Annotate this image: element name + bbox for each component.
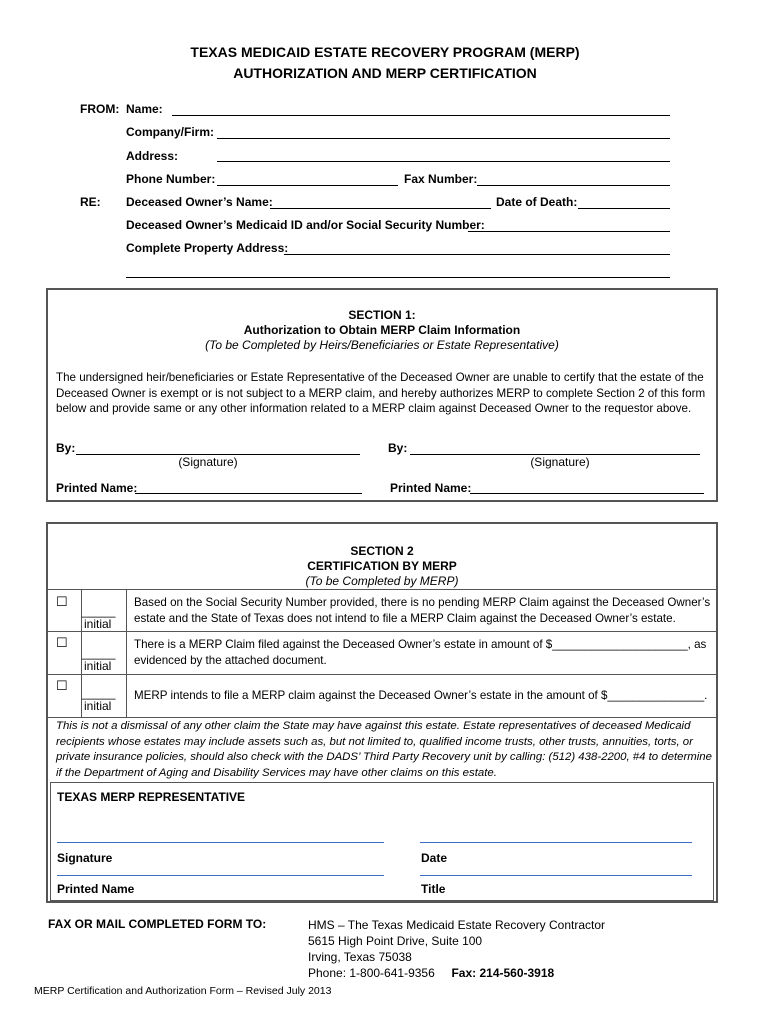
property-address-field[interactable] xyxy=(284,254,670,255)
signature-caption-right: (Signature) xyxy=(530,455,590,469)
disclaimer-text xyxy=(56,719,716,781)
address-line1: HMS – The Texas Medicaid Estate Recovery Contractor xyxy=(308,918,606,932)
section1-body-line2: Deceased Owner is exempt or is not subject to a MERP claim, and hereby authorizes MERP to complete Section 2 of this form xyxy=(56,386,706,400)
company-field[interactable] xyxy=(217,138,670,139)
section2-note: (To be Completed by MERP) xyxy=(305,574,459,588)
property-address-label: Complete Property Address: xyxy=(126,241,289,255)
disclaimer-line1: This is not a dismissal of any other claim the State may have against this estate. Estate representatives of deceased Medicaid xyxy=(56,720,691,732)
section1-note: (To be Completed by Heirs/Beneficiaries or Estate Representative) xyxy=(205,338,559,352)
company-label: Company/Firm: xyxy=(126,125,215,139)
grid-divider xyxy=(48,631,716,632)
revision-note: MERP Certification and Authorization Form – Revised July 2013 xyxy=(34,985,332,997)
option2-line2: evidenced by the attached document. xyxy=(134,653,327,667)
representative-title-label: Title xyxy=(421,882,446,896)
phone-label: Phone Number: xyxy=(126,172,216,186)
by-label-left: By: xyxy=(56,441,76,455)
property-address-field-line2[interactable] xyxy=(126,277,670,278)
signature-caption-left: (Signature) xyxy=(178,455,238,469)
grid-divider xyxy=(48,674,716,675)
address-field[interactable] xyxy=(217,161,670,162)
contact-line xyxy=(308,965,605,981)
initial-label-2: initial xyxy=(84,659,112,673)
section1-body xyxy=(56,370,716,417)
option3-text: MERP intends to file a MERP claim against the Deceased Owner’s estate in the amount of $_______________. xyxy=(134,689,708,702)
fax-number: Fax: 214-560-3918 xyxy=(451,966,555,980)
representative-printed-name-label: Printed Name xyxy=(57,882,135,896)
phone-number: Phone: 1-800-641-9356 xyxy=(308,966,435,980)
printed-name-field-left[interactable] xyxy=(135,493,362,494)
section1-box xyxy=(46,288,718,502)
representative-signature-label: Signature xyxy=(57,851,113,865)
grid-divider xyxy=(48,589,716,590)
section1-body-line1: The undersigned heir/beneficiaries or Estate Representative of the Deceased Owner are unable to certify that the estate of the xyxy=(56,371,704,384)
name-label: Name: xyxy=(126,102,163,116)
disclaimer-line2: recipients whose estates may include assets such as, but not limited to, qualified income trusts, other trusts, annuities, torts, or xyxy=(56,735,693,748)
grid-divider xyxy=(48,717,716,718)
mailing-address xyxy=(308,917,605,981)
representative-title-field[interactable] xyxy=(420,875,692,876)
by-label-right: By: xyxy=(388,441,408,455)
phone-field[interactable] xyxy=(217,185,398,186)
initial-blank-2[interactable]: _____ xyxy=(82,646,116,660)
option1-line1: Based on the Social Security Number provided, there is no pending MERP Claim against the Deceased Owner’s xyxy=(134,596,711,609)
initial-label-1: initial xyxy=(84,617,112,631)
representative-date-field[interactable] xyxy=(420,842,692,843)
section1-subheading: Authorization to Obtain MERP Claim Information xyxy=(243,323,521,337)
checkbox-option3[interactable]: ☐ xyxy=(56,678,68,693)
fax-label: Fax Number: xyxy=(404,172,478,186)
representative-date-label: Date xyxy=(421,851,448,865)
grid-divider xyxy=(126,589,127,717)
form-title-line1: TEXAS MEDICAID ESTATE RECOVERY PROGRAM (MERP) xyxy=(190,44,580,60)
medicaid-id-label: Deceased Owner’s Medicaid ID and/or Social Security Number: xyxy=(126,218,485,232)
option2-text xyxy=(134,637,706,668)
initial-blank-1[interactable]: _____ xyxy=(82,604,116,618)
option1-text xyxy=(134,595,710,626)
from-label: FROM: xyxy=(80,102,120,116)
fax-field[interactable] xyxy=(477,185,670,186)
section1-heading: SECTION 1: xyxy=(348,308,416,322)
printed-name-label-right: Printed Name: xyxy=(390,481,472,495)
initial-label-3: initial xyxy=(84,699,112,713)
section1-body-line3: below and provide same or any other information related to a MERP claim against Deceased Owner to the requestor above. xyxy=(56,402,692,415)
form-title-line2: AUTHORIZATION AND MERP CERTIFICATION xyxy=(233,65,537,81)
printed-name-field-right[interactable] xyxy=(470,493,704,494)
address-line3: Irving, Texas 75038 xyxy=(308,950,412,964)
date-of-death-field[interactable] xyxy=(578,208,670,209)
date-of-death-label: Date of Death: xyxy=(496,195,578,209)
checkbox-option1[interactable]: ☐ xyxy=(56,594,68,609)
deceased-owner-field[interactable] xyxy=(270,208,491,209)
checkbox-option2[interactable]: ☐ xyxy=(56,635,68,650)
printed-name-label-left: Printed Name: xyxy=(56,481,138,495)
representative-signature-field[interactable] xyxy=(57,842,384,843)
re-label: RE: xyxy=(80,195,101,209)
option2-line1: There is a MERP Claim filed against the Deceased Owner’s estate in amount of $_____________________, as xyxy=(134,638,707,651)
address-line2: 5615 High Point Drive, Suite 100 xyxy=(308,934,483,948)
initial-blank-3[interactable]: _____ xyxy=(82,686,116,700)
section2-heading: SECTION 2 xyxy=(350,544,414,558)
option1-line2: estate and the State of Texas does not intend to file a MERP Claim against the Deceased Owner’s estate. xyxy=(134,611,676,625)
medicaid-id-field[interactable] xyxy=(468,231,670,232)
address-label: Address: xyxy=(126,149,179,163)
disclaimer-line3: private insurance policies, should also check with the DADS’ Third Party Recovery unit by calling: (512) 438-2200, #4 to determine xyxy=(56,751,712,763)
representative-box xyxy=(50,782,714,901)
section2-box xyxy=(46,522,718,903)
name-field[interactable] xyxy=(172,115,670,116)
representative-heading: TEXAS MERP REPRESENTATIVE xyxy=(57,790,246,804)
send-to-label: FAX OR MAIL COMPLETED FORM TO: xyxy=(48,917,267,931)
section2-subheading: CERTIFICATION BY MERP xyxy=(307,559,457,573)
representative-printed-name-field[interactable] xyxy=(57,875,384,876)
deceased-owner-label: Deceased Owner’s Name: xyxy=(126,195,273,209)
disclaimer-line4: if the Department of Aging and Disability Services may have other claims on this estate. xyxy=(56,766,497,779)
